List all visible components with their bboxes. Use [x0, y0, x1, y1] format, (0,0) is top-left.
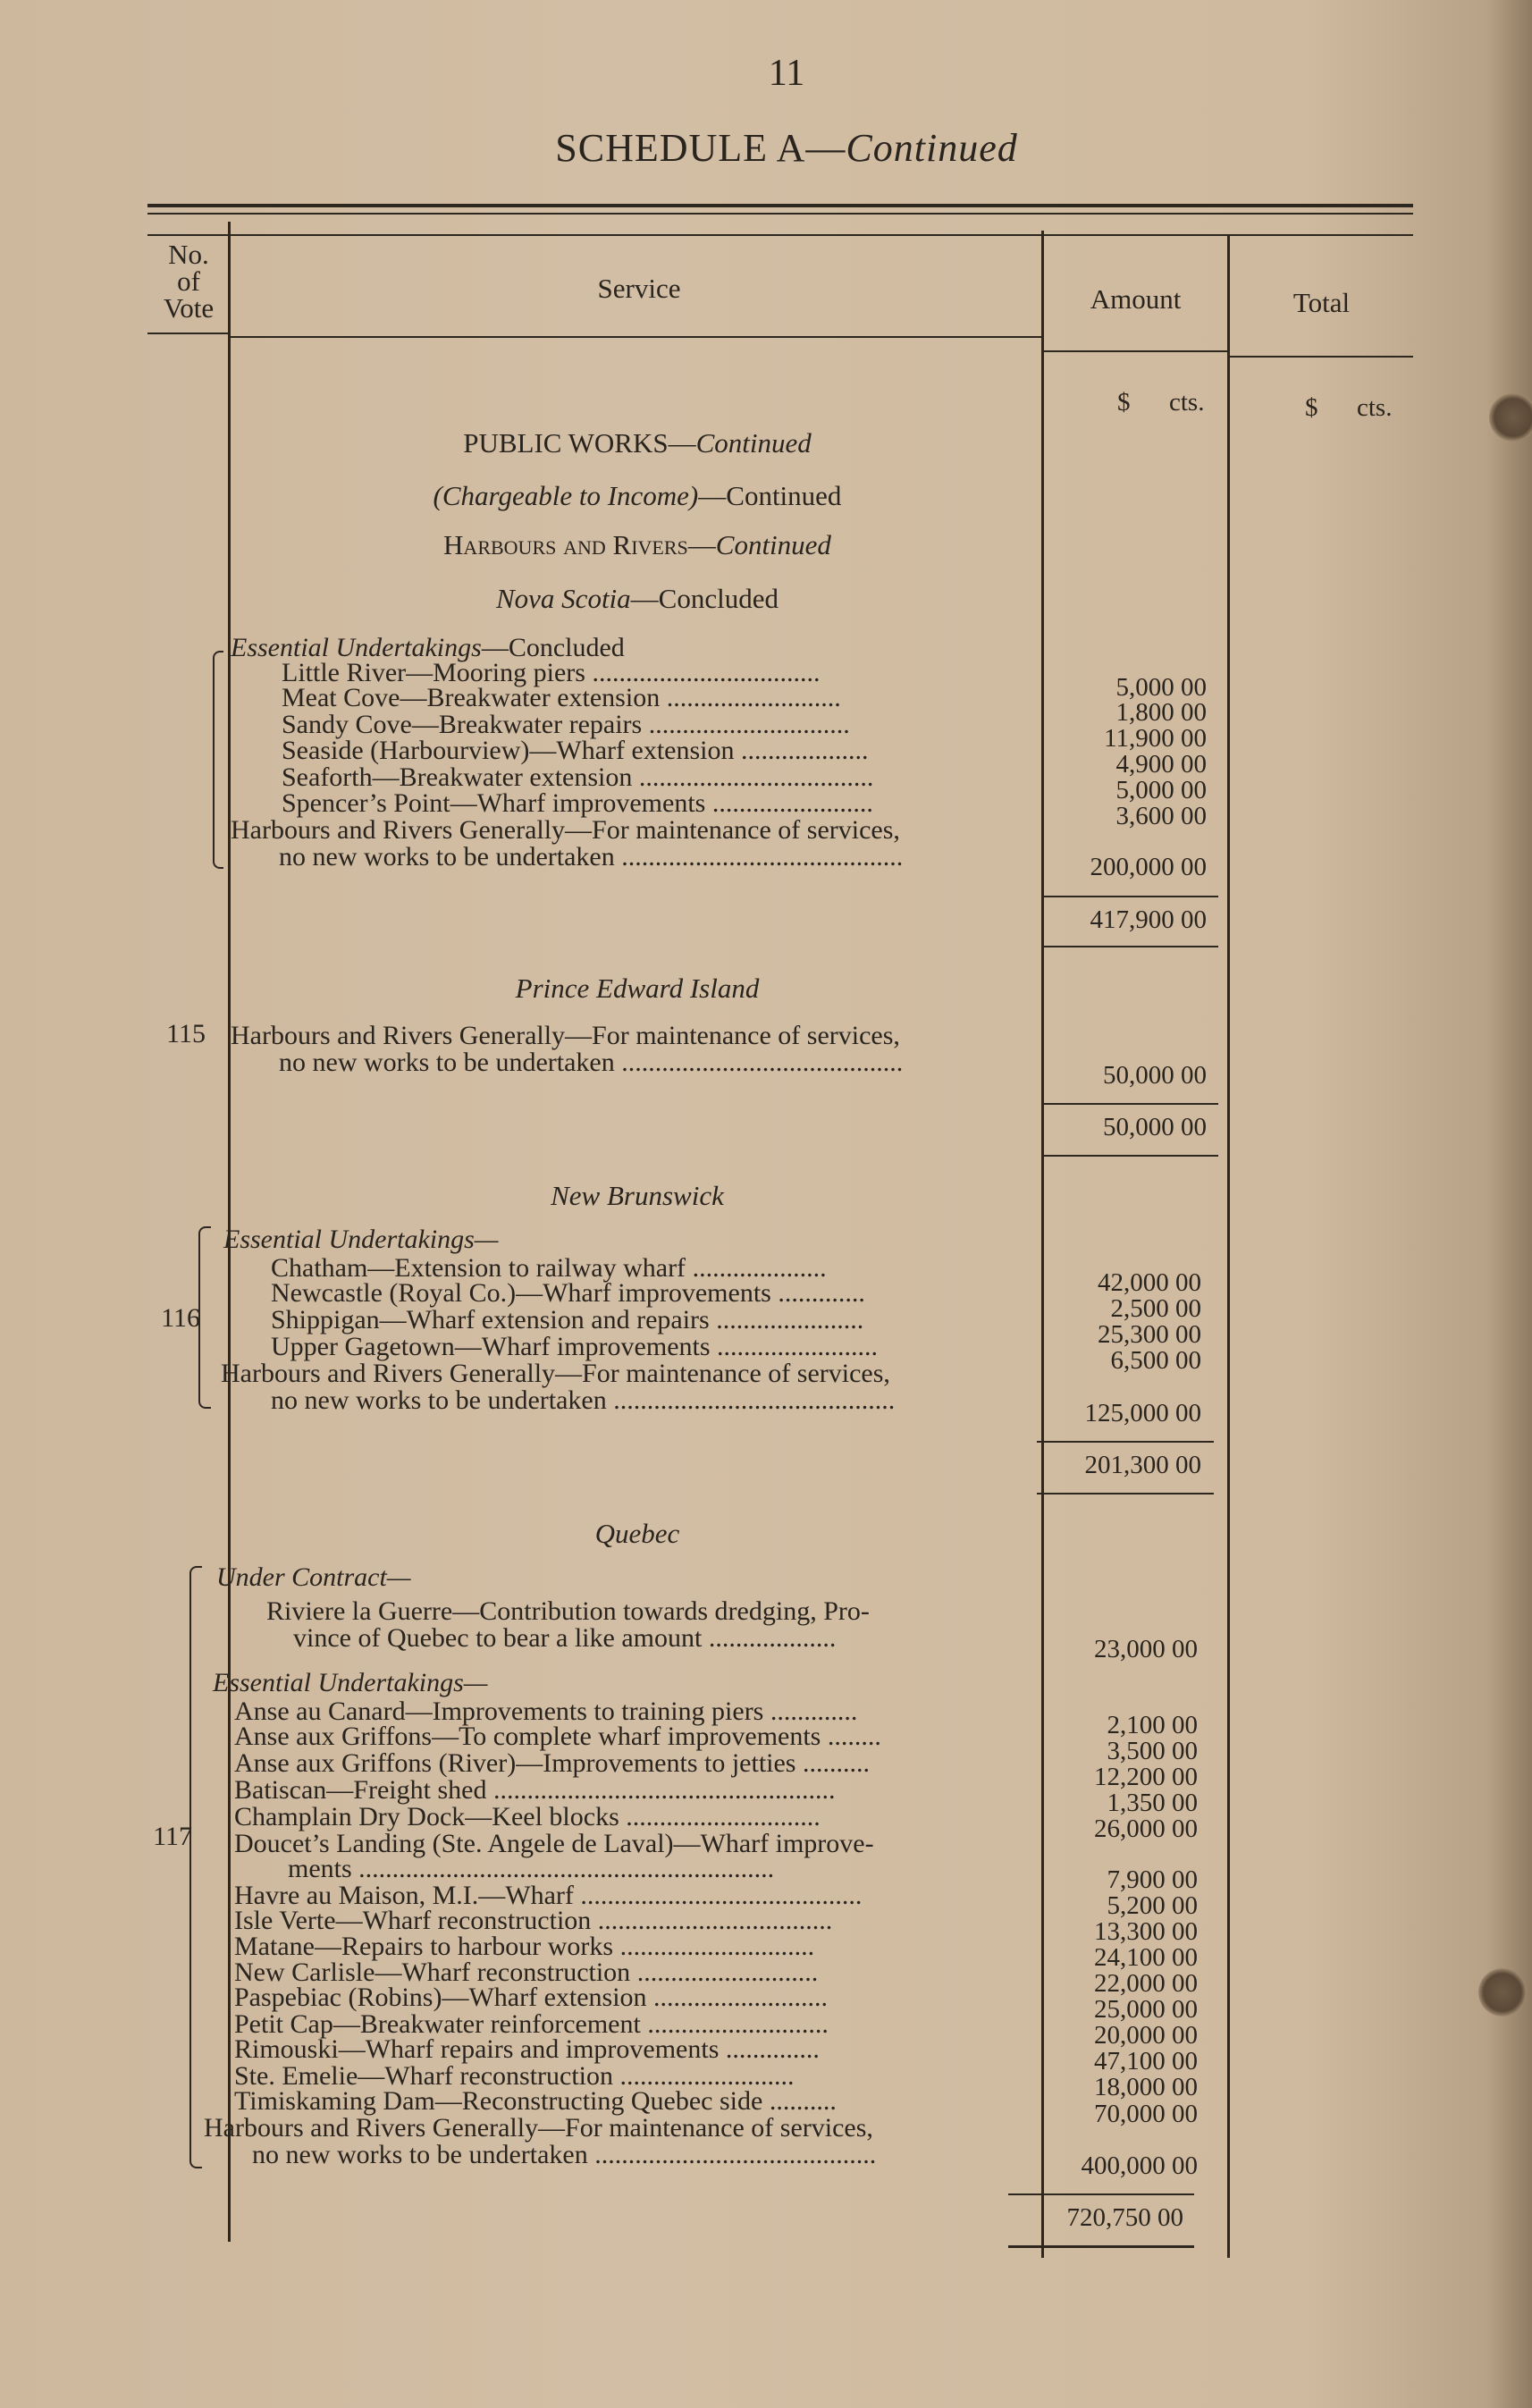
heading-public-works: PUBLIC WORKS—Continued: [463, 427, 812, 459]
list-item: Paspebiac (Robins)—Wharf extension ..........................: [234, 1983, 829, 2012]
ns-general-line2: no new works to be undertaken ..........................................: [279, 842, 904, 871]
amount-cell: 70,000 00: [1094, 2100, 1198, 2128]
header-total: Total: [1292, 287, 1351, 318]
amount-cell: 7,900 00: [1107, 1865, 1198, 1894]
amount-cell: 200,000 00: [1090, 853, 1207, 881]
amount-cell: 3,600 00: [1115, 802, 1207, 830]
amount-cell: 5,200 00: [1107, 1891, 1198, 1920]
nb-subtotal: 201,300 00: [1084, 1451, 1201, 1479]
vote-number: 115: [166, 1019, 206, 1048]
amount-cell: 6,500 00: [1110, 1346, 1201, 1375]
amount-cell: 13,300 00: [1094, 1917, 1198, 1946]
list-item: Isle Verte—Wharf reconstruction ...................................: [234, 1906, 833, 1935]
qc-contract-line2: vince of Quebec to bear a like amount ...................: [293, 1623, 837, 1653]
pei-subtotal-rule: [1041, 1103, 1218, 1105]
pei-general-line2: no new works to be undertaken ..........................................: [279, 1048, 904, 1077]
heading-quebec: Quebec: [594, 1518, 680, 1549]
amount-cell: 5,000 00: [1115, 776, 1207, 804]
nb-general-line2: no new works to be undertaken ..........................................: [271, 1385, 896, 1415]
pei-general-line1: Harbours and Rivers Generally—For maintenance of services,: [231, 1021, 900, 1050]
list-item: Little River—Mooring piers ..................................: [282, 658, 821, 687]
list-item: Spencer’s Point—Wharf improvements ........................: [282, 788, 873, 818]
amount-cell: 2,500 00: [1110, 1294, 1201, 1323]
qc-contract-head: Under Contract—: [216, 1562, 411, 1592]
ns-subtotal-rule: [1041, 896, 1218, 897]
amount-cell: 22,000 00: [1094, 1969, 1198, 1998]
qc-doucet-line1: Doucet’s Landing (Ste. Angele de Laval)—Wharf improve-: [234, 1829, 874, 1858]
heading-chargeable: (Chargeable to Income)—Continued: [433, 480, 842, 511]
ns-subhead: Essential Undertakings—Concluded: [231, 633, 625, 662]
list-item: Ste. Emelie—Wharf reconstruction ..........................: [234, 2061, 795, 2091]
qc-general-line1: Harbours and Rivers Generally—For maintenance of services,: [204, 2113, 873, 2143]
qc-subtotal-rule: [1008, 2193, 1194, 2195]
brace-quebec: [189, 1566, 202, 2168]
amount-cell: 42,000 00: [1098, 1268, 1201, 1297]
list-item: Upper Gagetown—Wharf improvements ........................: [271, 1332, 879, 1361]
amount-cell: 2,100 00: [1107, 1711, 1198, 1739]
qc-contract-line1: Riviere la Guerre—Contribution towards dredging, Pro-: [266, 1596, 870, 1626]
list-item: Timiskaming Dam—Reconstructing Quebec side ..........: [234, 2086, 837, 2116]
list-item: Anse au Canard—Improvements to training piers .............: [234, 1697, 858, 1726]
amount-cell: 1,800 00: [1115, 698, 1207, 727]
header-rule-total: [1230, 356, 1413, 358]
top-rule-3: [147, 234, 1413, 236]
heading-harbours: Harbours and Rivers—Continued: [443, 529, 831, 560]
list-item: Chatham—Extension to railway wharf ....................: [271, 1253, 827, 1283]
header-rule-vote: [147, 333, 230, 334]
amount-cell: 125,000 00: [1084, 1399, 1201, 1427]
amount-cell: 20,000 00: [1094, 2021, 1198, 2050]
binding-hole: [1478, 1968, 1527, 2016]
amount-cell: 1,350 00: [1107, 1789, 1198, 1817]
nb-subtotal-rule-bottom: [1037, 1493, 1214, 1494]
brace-new-brunswick: [198, 1226, 211, 1409]
amount-cell: 24,100 00: [1094, 1943, 1198, 1972]
top-rule-1: [147, 204, 1413, 207]
header-no-of-vote: No. of Vote: [163, 239, 215, 324]
qc-subtotal-rule-bottom: [1008, 2245, 1194, 2248]
brace-nova-scotia: [213, 651, 223, 869]
list-item: Anse aux Griffons (River)—Improvements to jetties ..........: [234, 1748, 870, 1778]
list-item: Petit Cap—Breakwater reinforcement ...........................: [234, 2009, 829, 2039]
nb-subhead: Essential Undertakings—: [223, 1225, 499, 1254]
pei-subtotal: 50,000 00: [1103, 1113, 1207, 1141]
list-item: Sandy Cove—Breakwater repairs ..............................: [282, 710, 850, 739]
list-item: Matane—Repairs to harbour works .............................: [234, 1932, 815, 1961]
vote-number: 116: [161, 1303, 200, 1333]
amount-column-right: [1227, 234, 1230, 2258]
pei-subtotal-rule-bottom: [1041, 1155, 1218, 1157]
ns-subtotal-rule-bottom: [1041, 946, 1218, 947]
amount-cell: 18,000 00: [1094, 2073, 1198, 2101]
ns-subtotal: 417,900 00: [1090, 905, 1207, 934]
list-item: Rimouski—Wharf repairs and improvements ..............: [234, 2034, 820, 2064]
qc-general-line2: no new works to be undertaken ..........................................: [252, 2140, 877, 2169]
nb-general-line1: Harbours and Rivers Generally—For maintenance of services,: [221, 1359, 890, 1388]
list-item: Newcastle (Royal Co.)—Wharf improvements .............: [271, 1278, 865, 1308]
list-item: Havre au Maison, M.I.—Wharf ..........................................: [234, 1881, 863, 1910]
list-item: Shippigan—Wharf extension and repairs ......................: [271, 1305, 864, 1335]
list-item: Champlain Dry Dock—Keel blocks .............................: [234, 1802, 821, 1831]
currency-amount: $ cts.: [1117, 388, 1205, 417]
amount-cell: 23,000 00: [1094, 1635, 1198, 1663]
list-item: New Carlisle—Wharf reconstruction ...........................: [234, 1958, 819, 1987]
amount-cell: 25,300 00: [1098, 1320, 1201, 1349]
amount-cell: 5,000 00: [1115, 673, 1207, 702]
heading-new-brunswick: New Brunswick: [551, 1180, 724, 1211]
binding-hole: [1489, 393, 1532, 442]
amount-cell: 26,000 00: [1094, 1814, 1198, 1843]
amount-cell: 400,000 00: [1081, 2151, 1198, 2180]
list-item: Seaside (Harbourview)—Wharf extension ...................: [282, 736, 869, 765]
header-service: Service: [597, 273, 681, 304]
list-item: Meat Cove—Breakwater extension ..........................: [282, 683, 841, 712]
list-item: Batiscan—Freight shed ...................................................: [234, 1775, 836, 1805]
heading-pei: Prince Edward Island: [515, 972, 760, 1004]
qc-subtotal: 720,750 00: [1066, 2203, 1183, 2232]
amount-cell: 12,200 00: [1094, 1763, 1198, 1791]
page-number: 11: [768, 53, 805, 94]
header-amount: Amount: [1090, 283, 1182, 315]
amount-cell: 50,000 00: [1103, 1061, 1207, 1090]
list-item: Seaforth—Breakwater extension ...................................: [282, 762, 874, 792]
qc-subhead: Essential Undertakings—: [213, 1668, 488, 1697]
schedule-title: SCHEDULE A—Continued: [555, 126, 1018, 170]
amount-cell: 25,000 00: [1094, 1995, 1198, 2024]
amount-cell: 47,100 00: [1094, 2047, 1198, 2075]
header-rule-amount: [1044, 350, 1227, 352]
amount-cell: 3,500 00: [1107, 1737, 1198, 1765]
qc-doucet-line2: ments ..............................................................: [288, 1854, 775, 1883]
amount-cell: 4,900 00: [1115, 750, 1207, 779]
vote-number: 117: [153, 1822, 192, 1851]
ns-general-line1: Harbours and Rivers Generally—For maintenance of services,: [231, 815, 900, 845]
list-item: Anse aux Griffons—To complete wharf improvements ........: [234, 1722, 881, 1751]
currency-total: $ cts.: [1305, 393, 1393, 422]
amount-cell: 11,900 00: [1104, 724, 1207, 753]
heading-nova-scotia: Nova Scotia—Concluded: [496, 583, 779, 614]
nb-subtotal-rule: [1037, 1441, 1214, 1443]
header-rule-service: [231, 336, 1042, 338]
top-rule-2: [147, 213, 1413, 215]
